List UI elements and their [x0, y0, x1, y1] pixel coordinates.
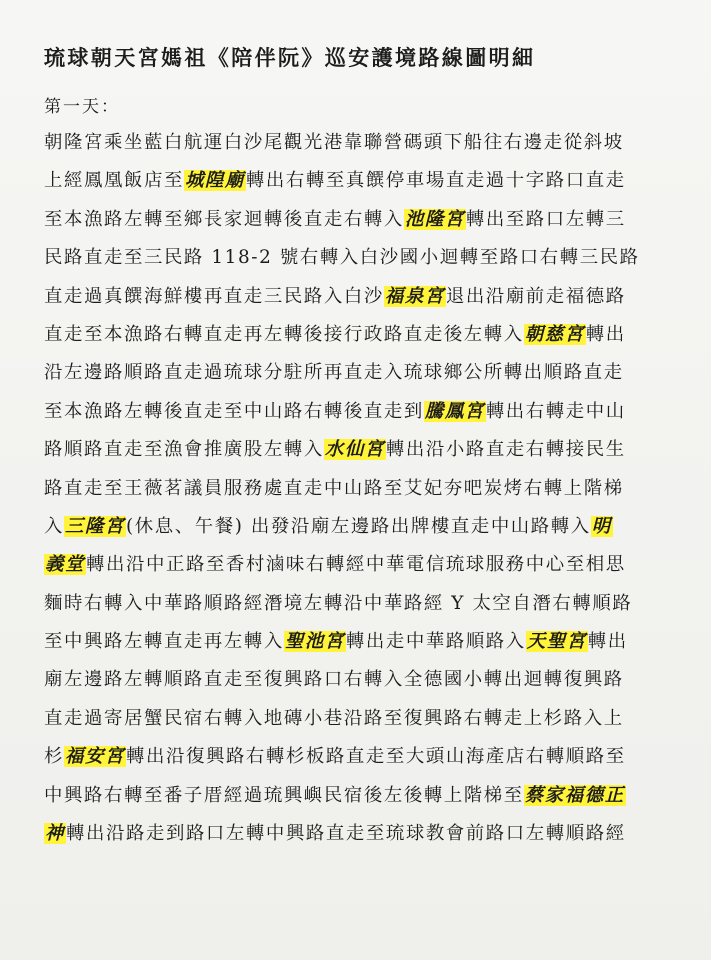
highlighted-temple-name: 福安宮 — [65, 746, 125, 768]
highlighted-temple-name: 蔡家福德正 — [524, 784, 625, 806]
highlighted-temple-name: 池隆宮 — [404, 208, 465, 230]
route-description — [44, 124, 669, 853]
day-label: 第一天： — [44, 97, 120, 117]
highlighted-temple-name: 城隍廟 — [184, 170, 245, 192]
line-text: 轉出至路口左轉三 — [465, 208, 626, 230]
text-line — [44, 546, 669, 584]
text-line — [44, 623, 669, 661]
line-text: 直走過寄居蟹民宿右轉入地磚小巷沿路至復興路右轉走上杉路入上 — [44, 707, 624, 729]
line-text: 轉出走中華路順路入 — [345, 631, 526, 653]
line-text: 直走過真饌海鮮樓再直走三民路入白沙 — [44, 285, 384, 307]
line-text: 路直走至王薇茗議員服務處直走中山路至艾妃夯吧炭烤右轉上階梯 — [44, 477, 624, 499]
text-line — [44, 201, 669, 239]
line-text: 轉出 — [587, 631, 628, 653]
line-text: 轉出沿復興路右轉杉板路直走至大頭山海產店右轉順路至 — [125, 746, 626, 768]
document-title: 琉球朝天宮媽祖《陪伴阮》巡安護境路線圖明細 — [44, 45, 536, 70]
text-line — [44, 239, 669, 277]
text-line — [44, 278, 669, 316]
line-text: 朝隆宮乘坐藍白航運白沙尾觀光港靠聯營碼頭下船往右邊走從斜坡 — [44, 132, 624, 153]
line-text: 轉出沿路走到路口左轉中興路直走至琉球教會前路口左轉順路經 — [66, 823, 626, 845]
line-text: 轉出沿小路直走右轉接民生 — [385, 439, 626, 461]
line-text: 上經鳳凰飯店至 — [44, 170, 184, 192]
line-text: 沿左邊路順路直走過琉球分駐所再直走入琉球鄉公所轉出順路直走 — [44, 362, 624, 384]
line-text: 民路直走至三民路 118-2 號右轉入白沙國小迴轉至路口右轉三民路 — [44, 247, 640, 269]
highlighted-temple-name: 神 — [45, 823, 65, 845]
line-text: 路順路直走至漁會推廣股左轉入 — [44, 439, 324, 461]
text-line — [44, 316, 669, 354]
text-line — [44, 661, 669, 699]
line-text: 麵時右轉入中華路順路經潛境左轉沿中華路經 Y 太空自潛右轉順路 — [44, 592, 633, 614]
highlighted-temple-name: 三隆宮 — [65, 515, 125, 537]
line-text: 退出沿廟前走福德路 — [445, 285, 626, 307]
line-text: 中興路右轉至番子厝經過琉興嶼民宿後左後轉上階梯至 — [44, 784, 524, 806]
highlighted-temple-name: 福泉宮 — [384, 285, 445, 307]
text-line — [44, 585, 669, 623]
text-line — [44, 508, 669, 546]
line-text: 至本漁路左轉至鄉長家迴轉後直走右轉入 — [44, 208, 404, 230]
highlighted-temple-name: 朝慈宮 — [524, 323, 585, 345]
text-line — [44, 470, 669, 508]
highlighted-temple-name: 義堂 — [45, 554, 85, 576]
line-text: 至中興路左轉直走再左轉入 — [44, 631, 284, 653]
line-text: 轉出沿中正路至香村滷味右轉經中華電信琉球服務中心至相思 — [85, 554, 626, 576]
highlighted-temple-name: 騰鳳宮 — [424, 400, 485, 422]
line-text: (休息、午餐) 出發沿廟左邊路出牌樓直走中山路轉入 — [125, 515, 591, 537]
line-text: 直走至本漁路右轉直走再左轉後接行政路直走後左轉入 — [44, 323, 524, 345]
line-text: 廟左邊路左轉順路直走至復興路口右轉入全德國小轉出迴轉復興路 — [44, 669, 624, 691]
line-text: 轉出 — [585, 323, 626, 345]
text-line — [44, 124, 669, 162]
highlighted-temple-name: 聖池宮 — [284, 631, 345, 653]
text-line — [44, 431, 669, 469]
text-line — [44, 777, 669, 815]
text-line — [44, 700, 669, 738]
highlighted-temple-name: 水仙宮 — [324, 439, 385, 461]
line-text: 轉出右轉至真饌停車場直走過十字路口直走 — [245, 170, 626, 192]
text-line — [44, 354, 669, 392]
line-text: 轉出右轉走中山 — [485, 400, 626, 422]
line-text: 至本漁路左轉後直走至中山路右轉後直走到 — [44, 400, 424, 422]
highlighted-temple-name: 明 — [591, 515, 612, 537]
highlighted-temple-name: 天聖宮 — [526, 631, 587, 653]
text-line — [44, 815, 669, 853]
text-line — [44, 393, 669, 431]
line-text: 入 — [44, 515, 64, 537]
text-line — [44, 162, 669, 200]
line-text: 杉 — [44, 746, 64, 768]
text-line — [44, 738, 669, 776]
